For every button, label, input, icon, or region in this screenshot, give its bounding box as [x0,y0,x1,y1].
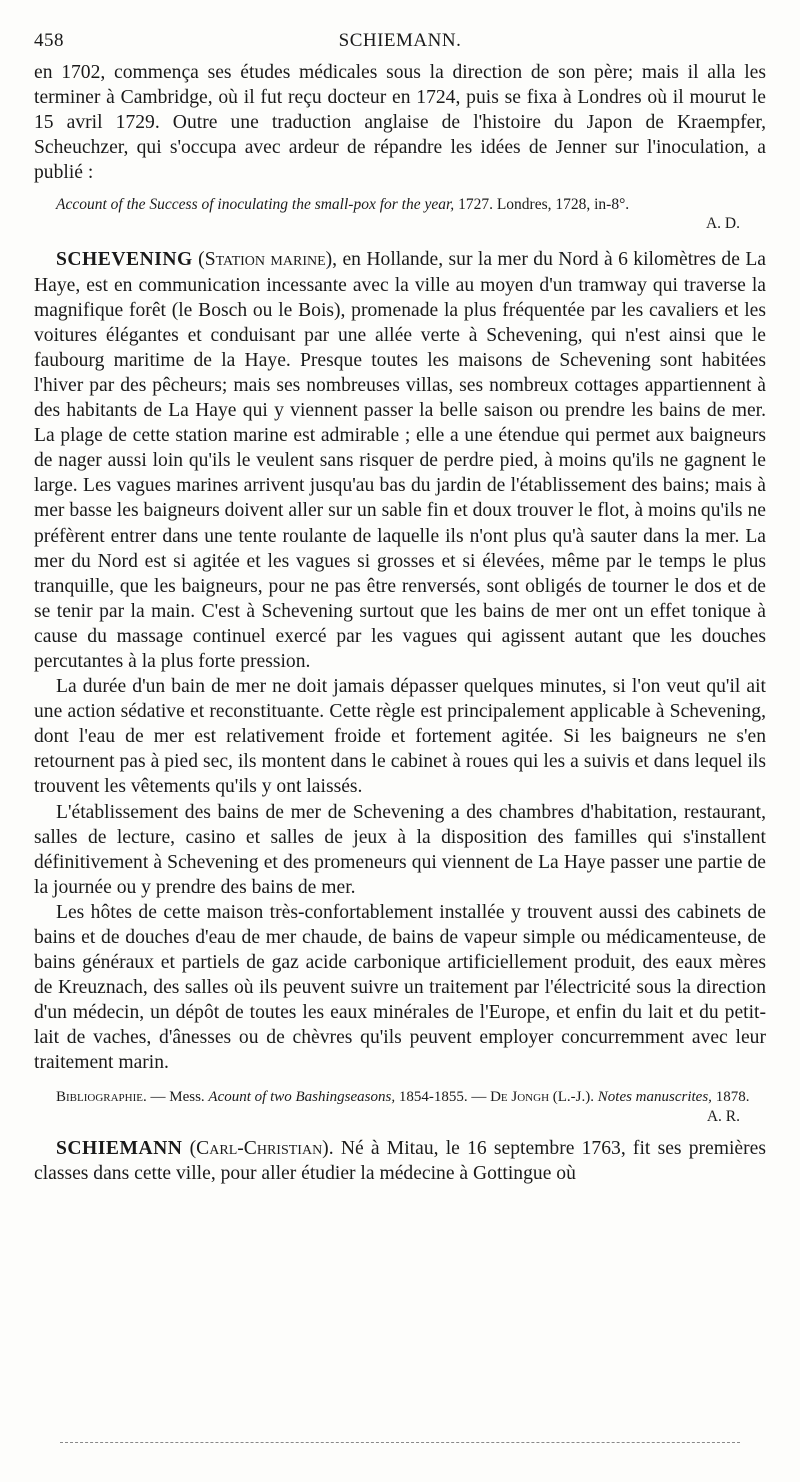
citation [34,195,766,214]
continued-paragraph: en 1702, commença ses études médicales sous la direction de son père; mais il alla les terminer à Cambridge, où il fut reçu docteur en 1724, puis se fixa à Londres où il mourut le 15 avril 1729. Outre une traduction anglaise de l'histoire du Japon de Kraempfer, Scheuchzer, qui s'occupa avec ardeur de répandre les idées de Jenner sur l'inoculation, a publié : [34,62,766,184]
bibliography-part-a: — Mess. [146,1088,209,1105]
bibliography-part-d: 1878. [711,1088,750,1105]
schiemann-paragraph [34,1136,766,1186]
bibliography-title-1: Acount of two Bashingseasons, [208,1088,396,1105]
schevening-paragraph-3: L'établissement des bains de mer de Schevening a des chambres d'habitation, restaurant, salles de lecture, casino et salles de jeux à la disposition des familles qui s'installent définitivement à Schevening et des promeneurs qui viennent de La Haye passer une partie de la journée ou y prendre des bains de mer. [34,801,766,898]
page-header [34,30,766,56]
bibliography [34,1088,766,1107]
schevening-paragraph-2: La durée d'un bain de mer ne doit jamais dépasser quelques minutes, si l'on veut qu'il ait une action sédative et reconstituante. Cette règle est principalement applicable à Schevening, dont l'eau de mer est relativement froide et fortement agitée. Si les baigneurs ne s'en retournent pas à pied sec, ils montent dans le cabinet à roues qui les a suivis et dans lequel ils trouvent les vêtements qu'ils y ont laissés. [34,676,766,798]
bottom-dotted-rule [60,1442,740,1443]
headword-schevening: SCHEVENING [56,249,193,271]
schevening-paragraph-4: Les hôtes de cette maison très-confortablement installée y trouvent aussi des cabinets de bains et de douches d'eau de mer chaude, de bains de vapeur simple ou médicamenteuse, de bains généraux et partiels de gaz acide carbonique artificiellement produit, des eaux mères de Kreuznach, des salles où ils peuvent suivre un traitement par l'électricité sous la direction d'un médecin, un dépôt de toutes les eaux minérales de l'Europe, et enfin du lait et du petit-lait de vaches, d'ânesses ou de chèvres qu'ils peuvent employer concurremment avec leur traitement marin. [34,901,766,1074]
citation-details: 1727. Londres, 1728, in-8°. [454,196,630,214]
bibliography-label: Bibliographie. [56,1088,147,1105]
page-content [34,60,766,1186]
page-number: 458 [34,30,64,51]
signature-ad: A. D. [705,215,740,233]
schevening-paragraph-1 [34,247,766,674]
schevening-qualifier: (Station marine), [198,249,338,271]
citation-title: Account of the Success of inoculating the small-pox for the year, [56,196,455,214]
signature-ar: A. R. [706,1107,740,1125]
schiemann-qualifier: (Carl-Christian). [189,1137,334,1159]
bibliography-part-c: (L.-J.). [549,1088,598,1105]
schiemann-text: Né à Mitau, le 16 septembre 1763, fit ses premières classes dans cette ville, pour aller étudier la médecine à Gottingue où [34,1137,766,1184]
running-title: SCHIEMANN. [338,30,462,51]
bibliography-author-2: De Jongh [490,1088,550,1105]
schevening-text-1: en Hollande, sur la mer du Nord à 6 kilomètres de La Haye, est en communication incessante avec la ville au moyen d'un tramway qui traverse la magnifique forêt (le Bosch ou le Bois), promenade la plus fréquentée par les cavaliers et les voitures élégantes et conduisant par une allée verte à Schevening, qui n'est ainsi que le faubourg maritime de la Haye. Presque toutes les maisons de Schevening sont habitées l'hiver par des pêcheurs; mais ses nombreuses villas, ses nombreux cottages appartiennent à des habitants de La Haye qui y viennent passer la belle saison ou prendre les bains de mer. La plage de cette station marine est admirable ; elle a une étendue qui permet aux baigneurs de nager aussi loin qu'ils le veulent sans risquer de perdre pied, à moins qu'ils ne gagnent le large. Les vagues marines arrivent jusqu'au bas du jardin de l'établissement des bains; mais à mer basse les baigneurs doivent aller sur un sable fin et doux trouver le flot, à moins qu'ils ne préfèrent entrer dans une tente roulante de laquelle ils n'ont plus qu'à sauter dans la mer. La mer du Nord est si agitée et les vagues si grosses et si élevées, même par le temps le plus tranquille, que les baigneurs, pour ne pas être renversés, sont obligés de tourner le dos et de se tenir par la main. C'est à Schevening surtout que les bains de mer ont un effet tonique à cause du massage continuel exercé par les vagues qui agissent autant que les douches percutantes à la plus forte pression. [34,249,766,672]
bibliography-title-2: Notes manuscrites, [597,1088,712,1105]
bibliography-part-b: 1854-1855. — [395,1088,491,1105]
headword-schiemann: SCHIEMANN [56,1137,183,1159]
